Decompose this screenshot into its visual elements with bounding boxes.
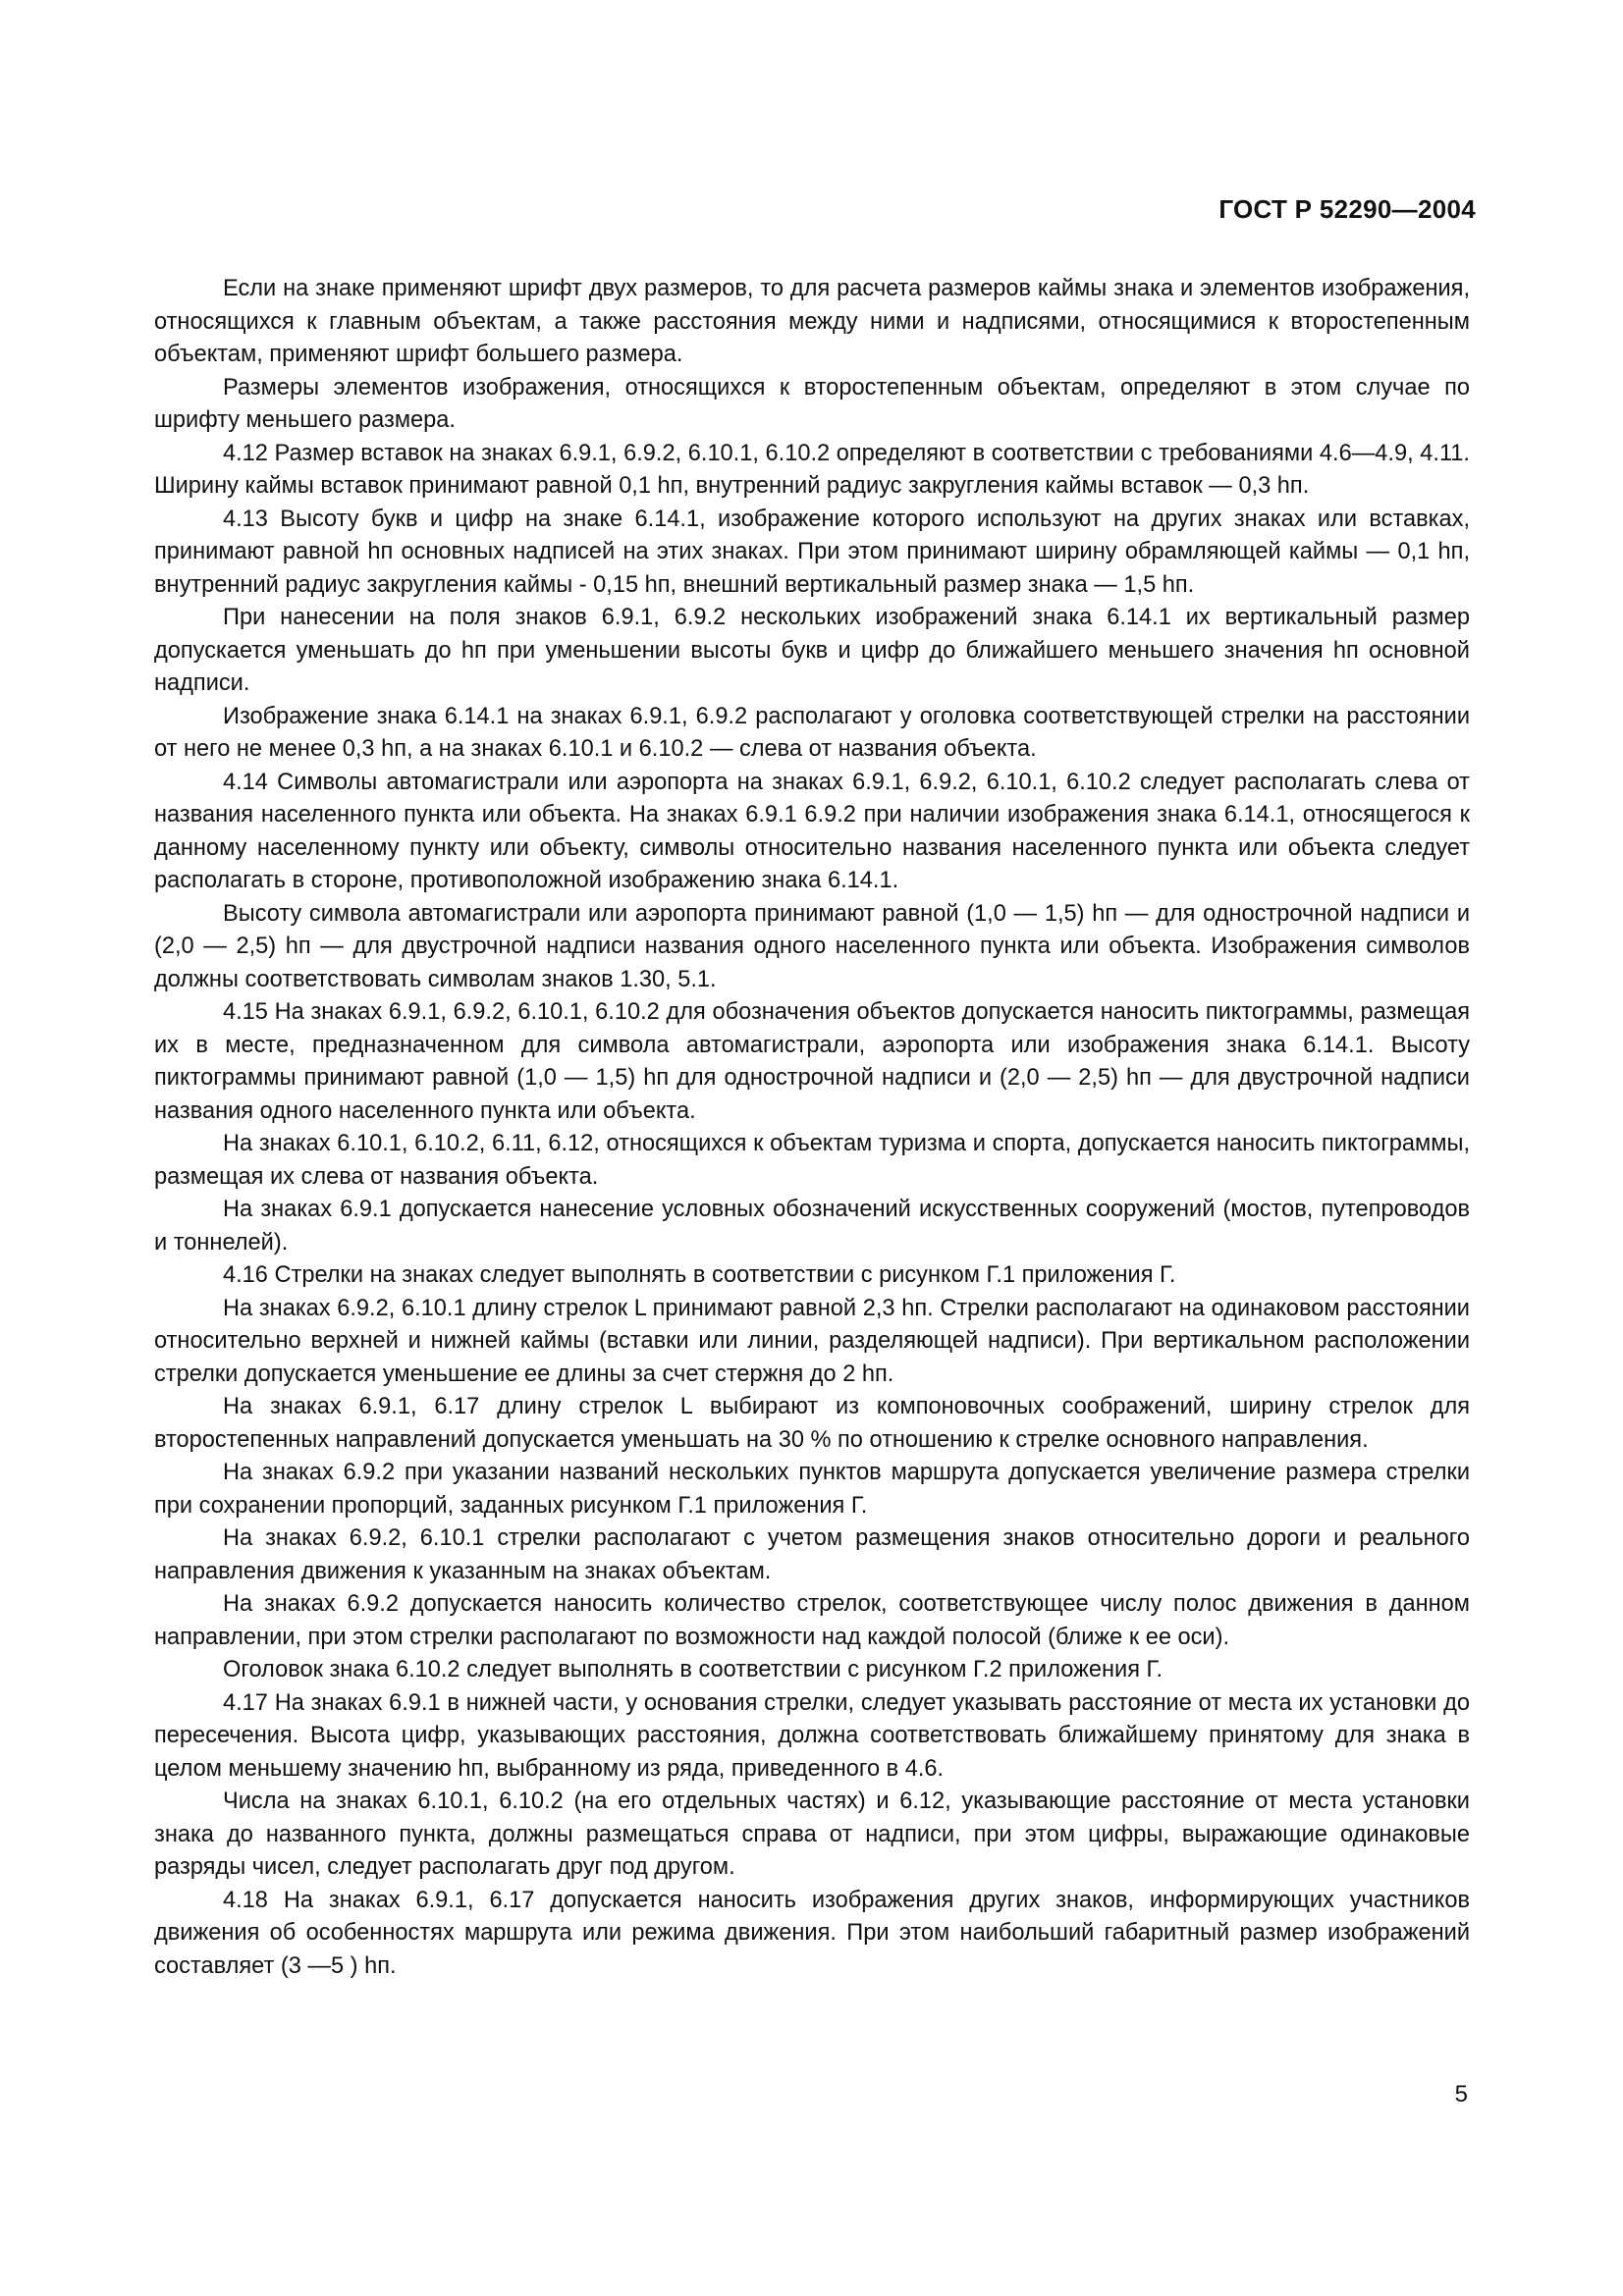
paragraph-4-18: 4.18 На знаках 6.9.1, 6.17 допускается наносить изображения других знаков, информирующих участников движения об особенностях маршрута или режима движения. При этом наибольший габаритный размер изображений составляет (3 —5 ) hп. — [154, 1887, 1470, 1979]
paragraph: Изображение знака 6.14.1 на знаках 6.9.1, 6.9.2 располагают у оголовка соответствующей стрелки на расстоянии от него не менее 0,3 hп, а на знаках 6.10.1 и 6.10.2 — слева от названия объекта. — [154, 703, 1470, 762]
paragraph: Оголовок знака 6.10.2 следует выполнять в соответствии с рисунком Г.2 приложения Г. — [223, 1657, 1163, 1682]
document-body — [154, 273, 1470, 1983]
paragraph-4-14: 4.14 Символы автомагистрали или аэропорта на знаках 6.9.1, 6.9.2, 6.10.1, 6.10.2 следует располагать слева от названия населенного пункта или объекта. На знаках 6.9.1 6.9.2 при наличии изображения знака 6.14.1, относящегося к данному населенному пункту или объекту, символы относительно названия населенного пункта или объекта следует располагать в стороне, противоположной изображению знака 6.14.1. — [154, 769, 1470, 893]
paragraph: При нанесении на поля знаков 6.9.1, 6.9.2 нескольких изображений знака 6.14.1 их вертикальный размер допускается уменьшать до hп при уменьшении высоты букв и цифр до ближайшего меньшего значения hп основной надписи. — [154, 605, 1470, 696]
paragraph-4-15: 4.15 На знаках 6.9.1, 6.9.2, 6.10.1, 6.10.2 для обозначения объектов допускается наносить пиктограммы, размещая их в месте, предназначенном для символа автомагистрали, аэропорта или изображения знака 6.14.1. Высоту пиктограммы принимают равной (1,0 — 1,5) hп для однострочной надписи и (2,0 — 2,5) hп — для двустрочной надписи названия одного населенного пункта или объекта. — [154, 999, 1470, 1124]
paragraph: Высоту символа автомагистрали или аэропорта принимают равной (1,0 — 1,5) hп — для однострочной надписи и (2,0 — 2,5) hп — для двустрочной надписи названия одного населенного пункта или объекта. Изображения символов должны соответствовать символам знаков 1.30, 5.1. — [154, 900, 1470, 992]
page-number: 5 — [1454, 2081, 1468, 2108]
paragraph: На знаках 6.9.2 при указании названий нескольких пунктов маршрута допускается увеличение размера стрелки при сохранении пропорций, заданных рисунком Г.1 приложения Г. — [154, 1460, 1470, 1519]
paragraph: На знаках 6.9.2, 6.10.1 стрелки располагают с учетом размещения знаков относительно дороги и реального направления движения к указанным на знаках объектам. — [154, 1525, 1470, 1584]
paragraph: На знаках 6.10.1, 6.10.2, 6.11, 6.12, относящихся к объектам туризма и спорта, допускается наносить пиктограммы, размещая их слева от названия объекта. — [154, 1131, 1470, 1190]
standard-designation: ГОСТ Р 52290—2004 — [1218, 194, 1476, 224]
paragraph: Если на знаке применяют шрифт двух размеров, то для расчета размеров каймы знака и элементов изображения, относящихся к главным объектам, а также расстояния между ними и надписями, относящимися к второстепенным объектам, применяют шрифт большего размера. — [154, 276, 1470, 367]
paragraph-4-16: 4.16 Стрелки на знаках следует выполнять в соответствии с рисунком Г.1 приложения Г. — [223, 1262, 1176, 1288]
paragraph-4-12: 4.12 Размер вставок на знаках 6.9.1, 6.9.2, 6.10.1, 6.10.2 определяют в соответствии с требованиями 4.6—4.9, 4.11. Ширину каймы вставок принимают равной 0,1 hп, внутренний радиус закругления каймы вставок — 0,3 hп. — [154, 440, 1470, 499]
paragraph: На знаках 6.9.1, 6.17 длину стрелок L выбирают из компоновочных соображений, ширину стрелок для второстепенных направлений допускается уменьшать на 30 % по отношению к стрелке основного направления. — [154, 1394, 1470, 1453]
paragraph-4-17: 4.17 На знаках 6.9.1 в нижней части, у основания стрелки, следует указывать расстояние от места их установки до пересечения. Высота цифр, указывающих расстояния, должна соответствовать ближайшему принятому для знака в целом меньшему значению hп, выбранному из ряда, приведенного в 4.6. — [154, 1689, 1470, 1782]
paragraph: На знаках 6.9.2 допускается наносить количество стрелок, соответствующее числу полос движения в данном направлении, при этом стрелки располагают по возможности над каждой полосой (ближе к ее оси). — [154, 1591, 1470, 1650]
paragraph: На знаках 6.9.2, 6.10.1 длину стрелок L принимают равной 2,3 hп. Стрелки располагают на одинаковом расстоянии относительно верхней и нижней каймы (вставки или линии, разделяющей надписи). При вертикальном расположении стрелки допускается уменьшение ее длины за счет стержня до 2 hп. — [154, 1295, 1470, 1387]
paragraph: На знаках 6.9.1 допускается нанесение условных обозначений искусственных сооружений (мостов, путепроводов и тоннелей). — [154, 1197, 1470, 1255]
paragraph-4-13: 4.13 Высоту букв и цифр на знаке 6.14.1, изображение которого используют на других знаках или вставках, принимают равной hп основных надписей на этих знаках. При этом принимают ширину обрамляющей каймы — 0,1 hп, внутренний радиус закругления каймы - 0,15 hп, внешний вертикальный размер знака — 1,5 hп. — [154, 506, 1470, 598]
paragraph: Числа на знаках 6.10.1, 6.10.2 (на его отдельных частях) и 6.12, указывающие расстояние от места установки знака до названного пункта, должны размещаться справа от надписи, при этом цифры, выражающие одинаковые разряды чисел, следует располагать друг под другом. — [154, 1789, 1470, 1880]
paragraph: Размеры элементов изображения, относящихся к второстепенным объектам, определяют в этом случае по шрифту меньшего размера. — [154, 374, 1470, 433]
